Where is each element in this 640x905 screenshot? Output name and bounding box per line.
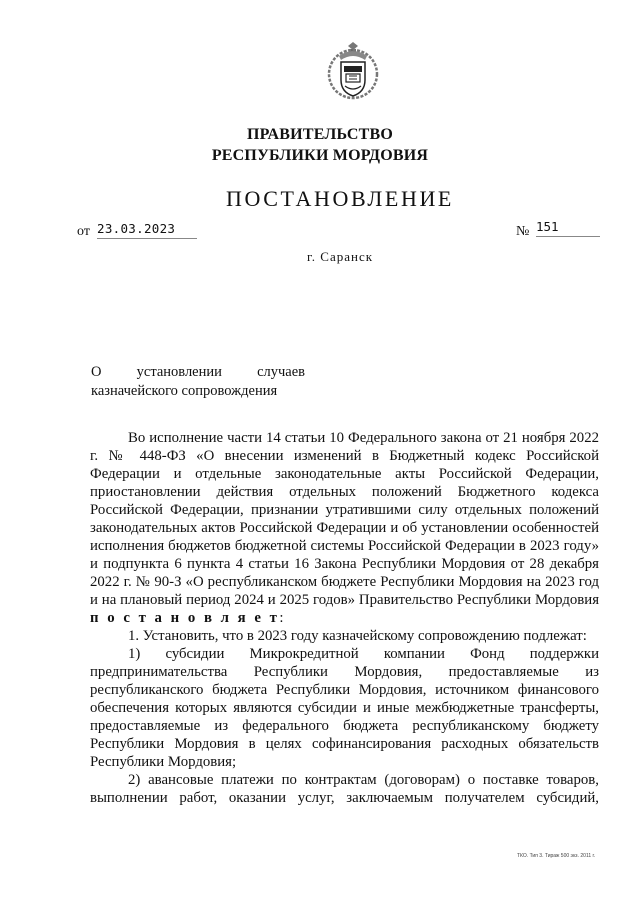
number-prefix: № xyxy=(516,224,530,239)
coat-of-arms-emblem xyxy=(325,40,381,102)
city-name: г. Саранск xyxy=(306,249,374,264)
document-type-title: ПОСТАНОВЛЕНИЕ xyxy=(226,186,454,211)
intro-text: Во исполнение части 14 статьи 10 Федерального закона от 21 ноября 2022 г. № 448-ФЗ «О внесении изменений в Бюджетный кодекс Российской Федерации и отдельные законодательные акты Российской Федерации, приостановлении действия отдельных положений Бюджетного кодекса Российской Федерации, признании утратившими силу отдельных положений законодательных актов Российской Федерации и об установлении особенностей исполнения бюджетов бюджетной системы Российской Федерации в 2023 году» и подпункта 6 пункта 4 статьи 16 Закона Республики Мордовия от 28 декабря 2022 г. № 90-З «О республиканском бюджете Республики Мордовия на 2023 год и на плановый период 2024 и 2025 годов» Правительство Республики Мордовия xyxy=(90,430,599,608)
document-number: 151 xyxy=(536,219,600,237)
org-name-line1: ПРАВИТЕЛЬСТВО xyxy=(246,126,394,143)
decides-colon: : xyxy=(279,610,284,626)
org-name-line2: РЕСПУБЛИКИ МОРДОВИЯ xyxy=(211,147,429,164)
document-body xyxy=(90,429,599,807)
subject-line1: О установлении случаев xyxy=(91,364,305,380)
date-prefix: от xyxy=(77,224,90,239)
print-imprint: ТКО. Тип 3. Тираж 500 экз. 2011 г. xyxy=(517,853,596,859)
decides-word: п о с т а н о в л я е т xyxy=(90,610,280,626)
subject-line2: казначейского сопровождения xyxy=(91,383,278,399)
document-subject xyxy=(91,363,305,401)
document-date: 23.03.2023 xyxy=(97,221,197,239)
intro-paragraph xyxy=(90,429,599,627)
item-1: 1. Установить, что в 2023 году казначейскому сопровождению подлежат: xyxy=(128,628,587,644)
item-1-1: 1) субсидии Микрокредитной компании Фонд поддержки предпринимательства Республики Мордовия, предоставляемые из республиканского бюджета Республики Мордовия, источником финансового обеспечения которых являются субсидии и иные межбюджетные трансферты, предоставляемые из федерального бюджета республиканскому бюджету Республики Мордовия в целях софинансирования расходных обязательств Республики Мордовия; xyxy=(90,646,599,770)
item-1-2: 2) авансовые платежи по контрактам (договорам) о поставке товаров, выполнении работ, оказании услуг, заключаемым получателем субсидий, xyxy=(90,772,599,806)
